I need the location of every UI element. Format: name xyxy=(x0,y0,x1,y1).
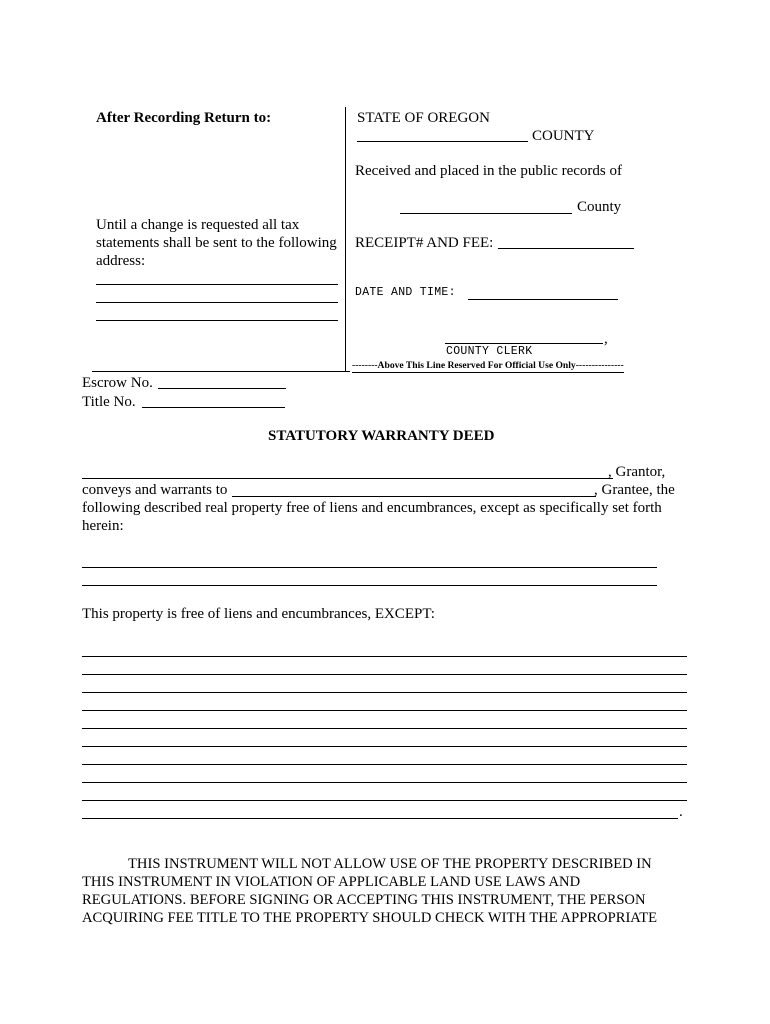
date-time-label: DATE AND TIME: xyxy=(355,286,456,299)
clerk-comma: , xyxy=(604,331,608,347)
conveys-label: conveys and warrants to xyxy=(82,482,228,498)
received-text: Received and placed in the public records of xyxy=(355,163,622,179)
reserved-note: --------Above This Line Reserved For Official Use Only--------------- xyxy=(352,360,624,371)
exception-line-2[interactable] xyxy=(82,674,687,675)
return-to-label: After Recording Return to: xyxy=(96,110,272,126)
receipt-fee-label: RECEIPT# AND FEE: xyxy=(355,235,494,251)
property-description-line-1[interactable] xyxy=(82,567,657,568)
exception-line-8[interactable] xyxy=(82,782,687,783)
notice-line-1: THIS INSTRUMENT WILL NOT ALLOW USE OF THE PROPERTY DESCRIBED IN xyxy=(128,856,652,872)
tax-statement-line: statements shall be sent to the following xyxy=(96,235,337,251)
exception-line-5[interactable] xyxy=(82,728,687,729)
notice-line-3: REGULATIONS. BEFORE SIGNING OR ACCEPTING THIS INSTRUMENT, THE PERSON xyxy=(82,892,646,908)
county-name-field[interactable] xyxy=(357,141,528,142)
deed-heading: STATUTORY WARRANTY DEED xyxy=(268,428,495,444)
tax-statement-line: Until a change is requested all tax xyxy=(96,217,300,233)
grantor-field[interactable] xyxy=(82,478,613,479)
notice-line-4: ACQUIRING FEE TITLE TO THE PROPERTY SHOULD CHECK WITH THE APPROPRIATE xyxy=(82,910,658,926)
county-records-field[interactable] xyxy=(400,213,572,214)
title-label: Title No. xyxy=(82,394,136,410)
tax-statement-line: address: xyxy=(96,253,146,269)
grantee-field[interactable] xyxy=(232,496,596,497)
grantee-label: , Grantee, the xyxy=(594,482,675,498)
notice-line-2: THIS INSTRUMENT IN VIOLATION OF APPLICABLE LAND USE LAWS AND xyxy=(82,874,581,890)
property-text-line-1: following described real property free of liens and encumbrances, except as specifically set forth xyxy=(82,500,662,516)
reserved-separator-left xyxy=(92,371,350,372)
exception-line-6[interactable] xyxy=(82,746,687,747)
address-line-1[interactable] xyxy=(96,284,338,285)
exception-line-3[interactable] xyxy=(82,692,687,693)
clerk-signature-line[interactable] xyxy=(445,343,603,344)
county-label-2: County xyxy=(577,199,622,215)
state-label: STATE OF OREGON xyxy=(357,110,490,126)
grantor-label: , Grantor, xyxy=(608,464,666,480)
exception-line-7[interactable] xyxy=(82,764,687,765)
exception-line-4[interactable] xyxy=(82,710,687,711)
exception-line-10[interactable] xyxy=(82,818,678,819)
title-number-field[interactable] xyxy=(142,407,285,408)
property-text-line-2: herein: xyxy=(82,518,124,534)
escrow-label: Escrow No. xyxy=(82,375,153,391)
exception-line-9[interactable] xyxy=(82,800,687,801)
address-line-2[interactable] xyxy=(96,302,338,303)
exceptions-period: . xyxy=(679,804,683,820)
column-divider xyxy=(345,107,346,371)
county-label: COUNTY xyxy=(532,128,595,144)
date-time-field[interactable] xyxy=(468,299,618,300)
exceptions-label: This property is free of liens and encumbrances, EXCEPT: xyxy=(82,606,435,622)
receipt-fee-field[interactable] xyxy=(498,248,634,249)
escrow-number-field[interactable] xyxy=(158,388,286,389)
property-description-line-2[interactable] xyxy=(82,585,657,586)
exception-line-1[interactable] xyxy=(82,656,687,657)
address-line-3[interactable] xyxy=(96,320,338,321)
county-clerk-label: COUNTY CLERK xyxy=(446,345,533,358)
